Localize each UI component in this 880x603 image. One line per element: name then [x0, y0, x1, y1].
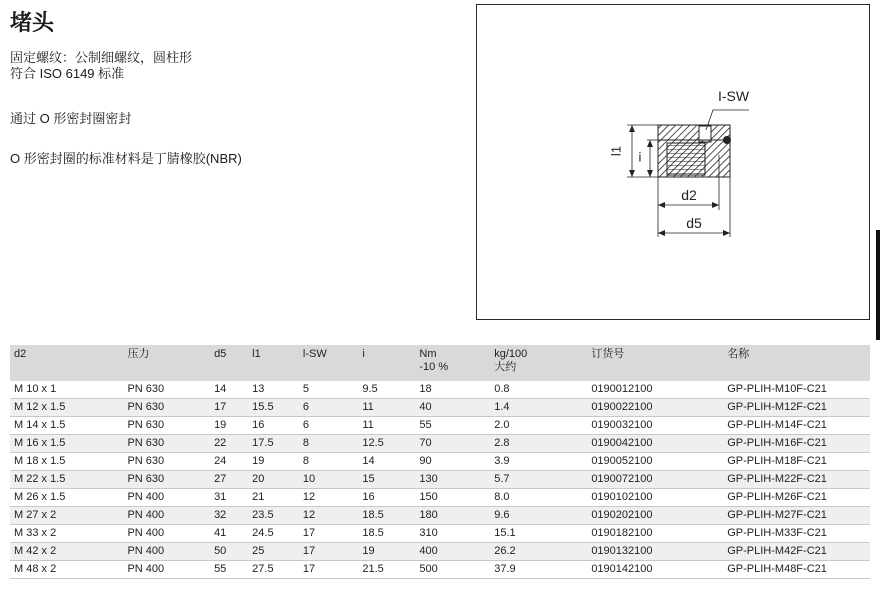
cell-designation: GP-PLIH-M48F-C21 — [723, 561, 870, 579]
cell-l-sw: 12 — [299, 507, 358, 525]
header-sublabel: 大约 — [494, 361, 517, 373]
cell-i: 11 — [358, 399, 415, 417]
header-label: d2 — [14, 348, 27, 360]
cell-l-sw: 5 — [299, 381, 358, 399]
header-order-number — [587, 345, 723, 381]
table-row — [10, 435, 870, 453]
cell-l1: 21 — [248, 489, 299, 507]
header-label: l-SW — [302, 348, 327, 360]
header-weight — [490, 345, 587, 381]
cell-d2: M 42 x 2 — [10, 543, 123, 561]
d5-label: d5 — [686, 215, 702, 231]
cell-d5: 31 — [210, 489, 248, 507]
page-edge-tab — [876, 230, 880, 340]
cell-l-sw: 6 — [299, 417, 358, 435]
cell-i: 16 — [358, 489, 415, 507]
table-row — [10, 561, 870, 579]
header-label: 名称 — [727, 348, 750, 360]
cell-d2: M 14 x 1.5 — [10, 417, 123, 435]
page-title: 堵头 — [10, 10, 55, 35]
header-l-sw — [299, 345, 358, 381]
technical-drawing — [476, 4, 870, 320]
cell-d5: 14 — [210, 381, 248, 399]
lsw-label: I-SW — [718, 88, 750, 104]
cell-designation: GP-PLIH-M22F-C21 — [723, 471, 870, 489]
cell-i: 19 — [358, 543, 415, 561]
cell-d5: 41 — [210, 525, 248, 543]
cell-l1: 15.5 — [248, 399, 299, 417]
table-row — [10, 453, 870, 471]
cell-order-number: 0190102100 — [587, 489, 723, 507]
cell-d5: 32 — [210, 507, 248, 525]
cell-torque: 400 — [415, 543, 490, 561]
cell-l1: 23.5 — [248, 507, 299, 525]
cell-pressure: PN 630 — [123, 471, 210, 489]
cell-weight: 0.8 — [490, 381, 587, 399]
cell-i: 18.5 — [358, 507, 415, 525]
table-row — [10, 525, 870, 543]
cell-order-number: 0190022100 — [587, 399, 723, 417]
cell-d2: M 12 x 1.5 — [10, 399, 123, 417]
cell-i: 15 — [358, 471, 415, 489]
cell-d2: M 27 x 2 — [10, 507, 123, 525]
cell-l1: 27.5 — [248, 561, 299, 579]
cell-d5: 27 — [210, 471, 248, 489]
cell-d2: M 26 x 1.5 — [10, 489, 123, 507]
header-label: d5 — [214, 348, 227, 360]
cell-i: 9.5 — [358, 381, 415, 399]
cell-l1: 13 — [248, 381, 299, 399]
header-label: kg/100 — [494, 348, 528, 360]
cell-pressure: PN 400 — [123, 489, 210, 507]
header-d2 — [10, 345, 123, 381]
header-label: Nm — [419, 348, 437, 360]
cell-l-sw: 8 — [299, 453, 358, 471]
cell-d2: M 22 x 1.5 — [10, 471, 123, 489]
cell-d2: M 18 x 1.5 — [10, 453, 123, 471]
header-sublabel: -10 % — [419, 361, 449, 373]
cell-order-number: 0190052100 — [587, 453, 723, 471]
cell-l1: 24.5 — [248, 525, 299, 543]
standard-description: 符合 ISO 6149 标准 — [10, 66, 125, 81]
table-row — [10, 417, 870, 435]
cell-pressure: PN 630 — [123, 453, 210, 471]
table-row — [10, 489, 870, 507]
table-row — [10, 471, 870, 489]
header-label: i — [362, 348, 365, 360]
cell-designation: GP-PLIH-M14F-C21 — [723, 417, 870, 435]
spec-table-header — [10, 345, 870, 381]
i-label: i — [638, 149, 642, 165]
table-row — [10, 381, 870, 399]
cell-designation: GP-PLIH-M26F-C21 — [723, 489, 870, 507]
cell-torque: 150 — [415, 489, 490, 507]
cell-d5: 17 — [210, 399, 248, 417]
header-pressure — [123, 345, 210, 381]
header-d5 — [210, 345, 248, 381]
cell-designation: GP-PLIH-M42F-C21 — [723, 543, 870, 561]
cell-weight: 5.7 — [490, 471, 587, 489]
material-description: O 形密封圈的标准材料是丁腈橡胶(NBR) — [10, 151, 242, 166]
cell-d2: M 48 x 2 — [10, 561, 123, 579]
cell-torque: 130 — [415, 471, 490, 489]
cell-i: 14 — [358, 453, 415, 471]
cell-order-number: 0190072100 — [587, 471, 723, 489]
cell-weight: 2.8 — [490, 435, 587, 453]
cell-designation: GP-PLIH-M27F-C21 — [723, 507, 870, 525]
header-torque — [415, 345, 490, 381]
o-ring — [723, 136, 731, 144]
plug-cross-section — [477, 5, 871, 321]
cell-designation: GP-PLIH-M10F-C21 — [723, 381, 870, 399]
cell-d5: 24 — [210, 453, 248, 471]
cell-weight: 8.0 — [490, 489, 587, 507]
table-row — [10, 543, 870, 561]
cell-weight: 2.0 — [490, 417, 587, 435]
table-row — [10, 507, 870, 525]
cell-d5: 22 — [210, 435, 248, 453]
seal-description: 通过 O 形密封圈密封 — [10, 111, 132, 126]
cell-designation: GP-PLIH-M16F-C21 — [723, 435, 870, 453]
table-row — [10, 399, 870, 417]
l1-label: l1 — [608, 145, 624, 157]
header-designation — [723, 345, 870, 381]
cell-designation: GP-PLIH-M18F-C21 — [723, 453, 870, 471]
cell-pressure: PN 630 — [123, 399, 210, 417]
cell-d2: M 16 x 1.5 — [10, 435, 123, 453]
cell-l-sw: 6 — [299, 399, 358, 417]
cell-d5: 55 — [210, 561, 248, 579]
cell-l1: 16 — [248, 417, 299, 435]
cell-l-sw: 10 — [299, 471, 358, 489]
cell-weight: 9.6 — [490, 507, 587, 525]
cell-designation: GP-PLIH-M33F-C21 — [723, 525, 870, 543]
cell-l1: 20 — [248, 471, 299, 489]
cell-torque: 310 — [415, 525, 490, 543]
cell-torque: 55 — [415, 417, 490, 435]
cell-l1: 17.5 — [248, 435, 299, 453]
cell-i: 21.5 — [358, 561, 415, 579]
cell-torque: 18 — [415, 381, 490, 399]
cell-order-number: 0190202100 — [587, 507, 723, 525]
header-label: 订货号 — [591, 348, 625, 360]
thread-description: 固定螺纹：公制细螺纹，圆柱形 — [10, 50, 193, 65]
cell-pressure: PN 630 — [123, 435, 210, 453]
header-row — [10, 345, 870, 381]
cell-d5: 19 — [210, 417, 248, 435]
header-l1 — [248, 345, 299, 381]
cell-order-number: 0190182100 — [587, 525, 723, 543]
cell-order-number: 0190042100 — [587, 435, 723, 453]
cell-weight: 26.2 — [490, 543, 587, 561]
cell-l-sw: 17 — [299, 543, 358, 561]
cell-i: 18.5 — [358, 525, 415, 543]
cell-weight: 1.4 — [490, 399, 587, 417]
cell-weight: 37.9 — [490, 561, 587, 579]
cell-d5: 50 — [210, 543, 248, 561]
cell-pressure: PN 400 — [123, 543, 210, 561]
cell-l-sw: 17 — [299, 525, 358, 543]
cell-torque: 90 — [415, 453, 490, 471]
cell-pressure: PN 400 — [123, 507, 210, 525]
cell-i: 11 — [358, 417, 415, 435]
cell-designation: GP-PLIH-M12F-C21 — [723, 399, 870, 417]
cell-pressure: PN 630 — [123, 381, 210, 399]
hex-head — [658, 125, 730, 140]
spec-table-body — [10, 381, 870, 579]
cell-l1: 25 — [248, 543, 299, 561]
thread-lines — [667, 143, 705, 175]
cell-torque: 40 — [415, 399, 490, 417]
cell-d2: M 33 x 2 — [10, 525, 123, 543]
cell-pressure: PN 400 — [123, 525, 210, 543]
spec-table — [10, 345, 870, 579]
cell-pressure: PN 630 — [123, 417, 210, 435]
cell-l-sw: 12 — [299, 489, 358, 507]
cell-weight: 15.1 — [490, 525, 587, 543]
cell-order-number: 0190142100 — [587, 561, 723, 579]
header-i — [358, 345, 415, 381]
cell-order-number: 0190012100 — [587, 381, 723, 399]
cell-l1: 19 — [248, 453, 299, 471]
cell-i: 12.5 — [358, 435, 415, 453]
cell-order-number: 0190032100 — [587, 417, 723, 435]
cell-pressure: PN 400 — [123, 561, 210, 579]
cell-d2: M 10 x 1 — [10, 381, 123, 399]
d2-label: d2 — [681, 187, 697, 203]
cell-l-sw: 17 — [299, 561, 358, 579]
cell-order-number: 0190132100 — [587, 543, 723, 561]
cell-l-sw: 8 — [299, 435, 358, 453]
cell-weight: 3.9 — [490, 453, 587, 471]
cell-torque: 180 — [415, 507, 490, 525]
header-label: 压力 — [127, 348, 150, 360]
header-label: l1 — [252, 348, 261, 360]
cell-torque: 70 — [415, 435, 490, 453]
cell-torque: 500 — [415, 561, 490, 579]
